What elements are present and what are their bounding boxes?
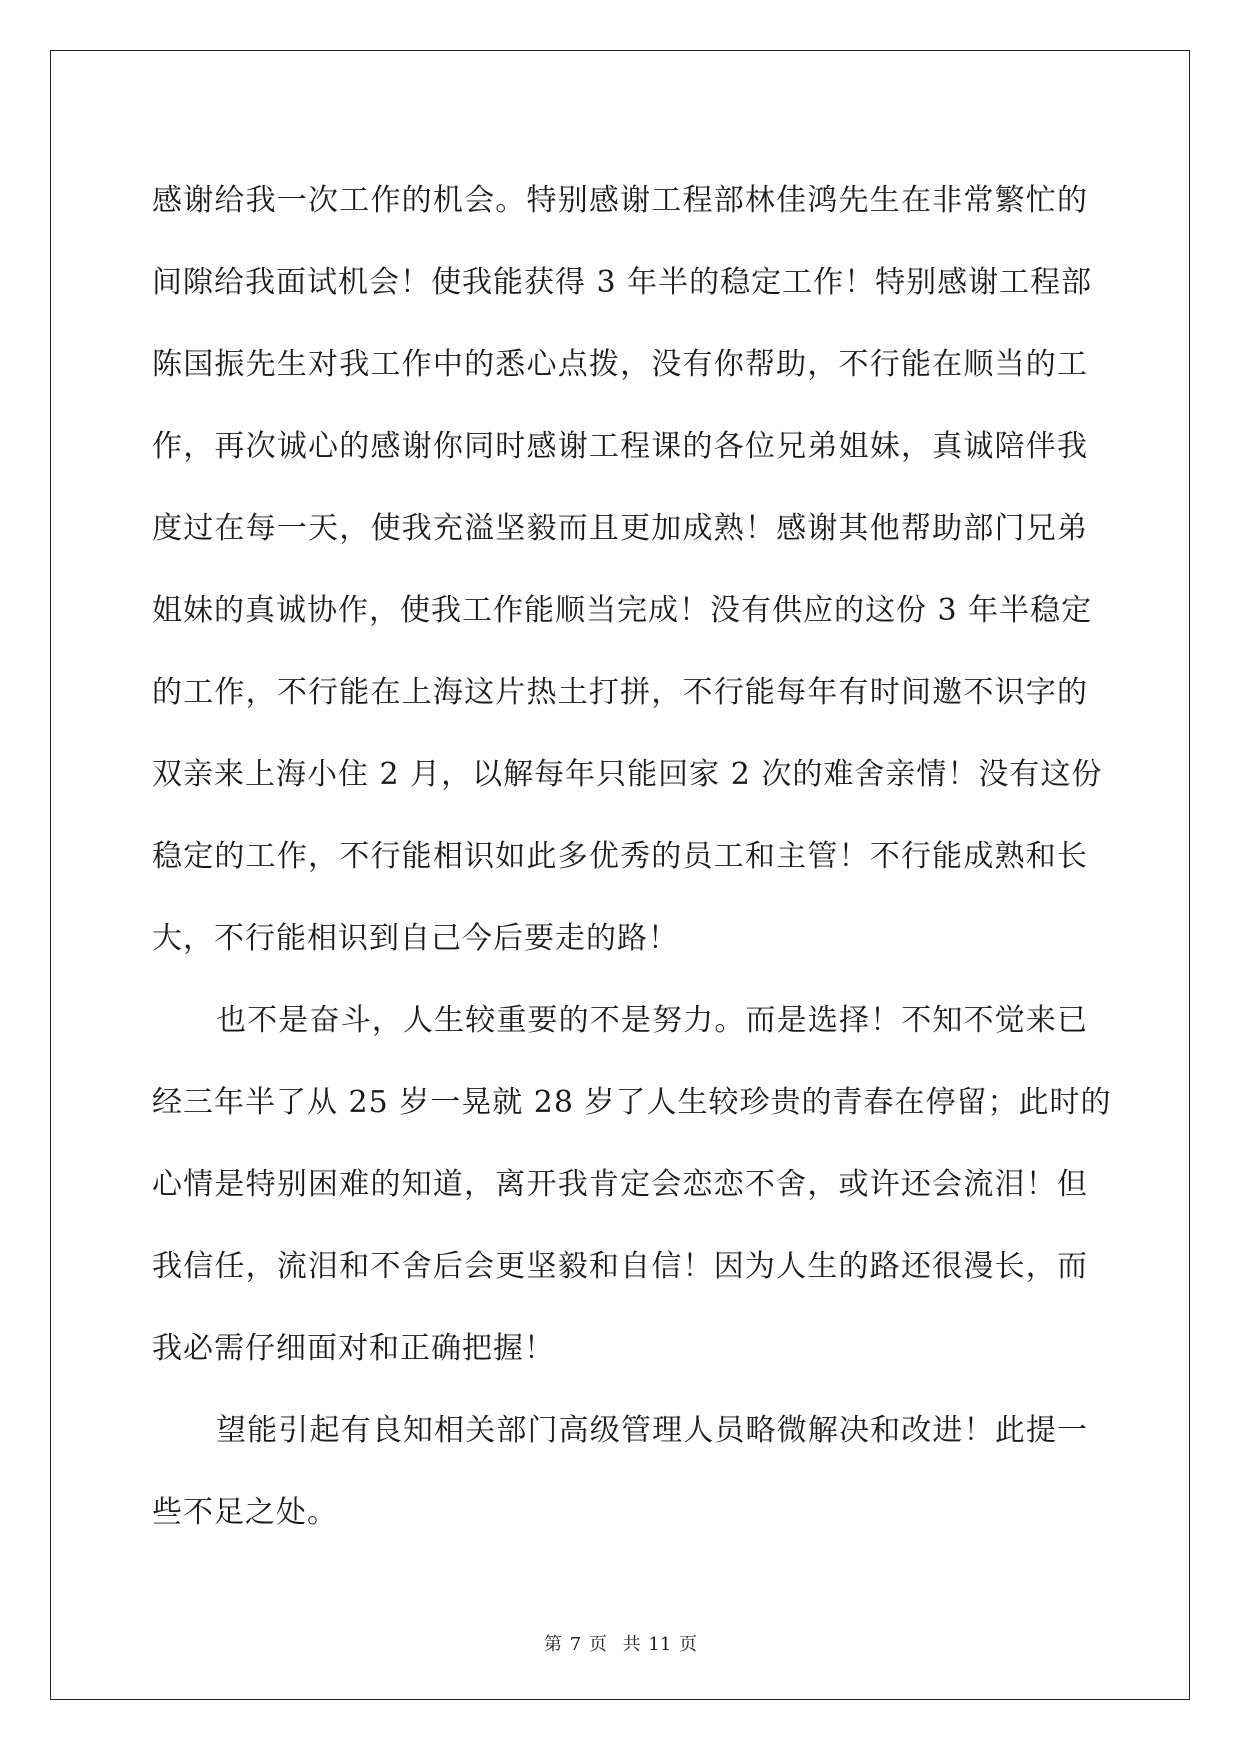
- document-body: [152, 160, 1112, 1554]
- text-line: 些不足之处。: [152, 1495, 338, 1530]
- text-line: 间隙给我面试机会！使我能获得 3 年半的稳定工作！特别感谢工程部: [152, 265, 1093, 300]
- text-line: 也不是奋斗，人生较重要的不是努力。而是选择！不知不觉来已: [216, 1003, 1088, 1038]
- text-line: 作，再次诚心的感谢你同时感谢工程课的各位兄弟姐妹，真诚陪伴我: [152, 429, 1088, 464]
- text-line: 陈国振先生对我工作中的悉心点拨，没有你帮助，不行能在顺当的工: [152, 347, 1088, 382]
- text-line: 我信任，流泪和不舍后会更坚毅和自信！因为人生的路还很漫长，而: [152, 1249, 1088, 1284]
- text-line: 度过在每一天，使我充溢坚毅而且更加成熟！感谢其他帮助部门兄弟: [152, 511, 1088, 546]
- text-line: 心情是特别困难的知道，离开我肯定会恋恋不舍，或许还会流泪！但: [152, 1167, 1088, 1202]
- text-line: 大，不行能相识到自己今后要走的路！: [152, 921, 679, 956]
- text-line: 我必需仔细面对和正确把握！: [152, 1331, 555, 1366]
- text-line: 的工作，不行能在上海这片热土打拼，不行能每年有时间邀不识字的: [152, 675, 1088, 710]
- text-line: 感谢给我一次工作的机会。特别感谢工程部林佳鸿先生在非常繁忙的: [152, 183, 1088, 218]
- text-line: 姐妹的真诚协作，使我工作能顺当完成！没有供应的这份 3 年半稳定: [152, 593, 1093, 628]
- text-line: 双亲来上海小住 2 月，以解每年只能回家 2 次的难舍亲情！没有这份: [152, 757, 1103, 792]
- page-footer: [0, 1630, 1241, 1656]
- page-number: 第 7 页: [544, 1634, 607, 1655]
- text-line: 望能引起有良知相关部门高级管理人员略微解决和改进！此提一: [216, 1413, 1088, 1448]
- page-total: 共 11 页: [622, 1634, 697, 1655]
- text-line: 稳定的工作，不行能相识如此多优秀的员工和主管！不行能成熟和长: [152, 839, 1088, 874]
- text-line: 经三年半了从 25 岁一晃就 28 岁了人生较珍贵的青春在停留；此时的: [152, 1085, 1112, 1120]
